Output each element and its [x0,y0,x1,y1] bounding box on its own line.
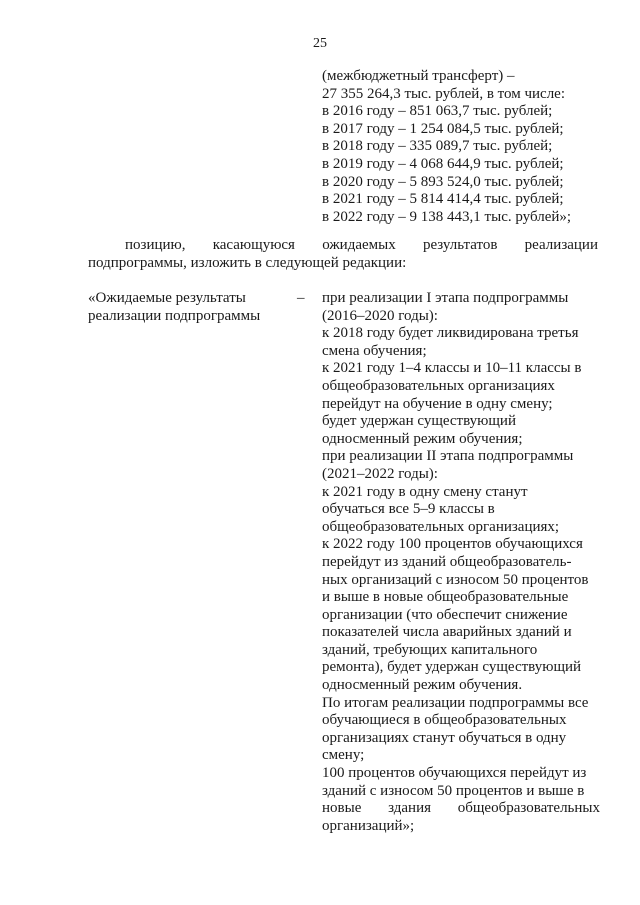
content-line: 100 процентов обучающихся перейдут из [322,765,587,782]
separator-dash: – [297,290,305,306]
budget-line: (межбюджетный трансферт) – [322,68,515,84]
content-line: смену; [322,747,365,764]
position-label-line: реализации подпрограммы [88,307,261,324]
intro-word: результатов [422,237,498,253]
content-line: обучающиеся в общеобразовательных [322,712,567,729]
budget-line: в 2017 году – 1 254 084,5 тыс. рублей; [322,120,564,137]
content-line: обучаться все 5–9 классы в [322,501,495,518]
page-number: 25 [313,36,327,51]
content-line: и выше в новые общеобразовательные [322,589,569,606]
intro-word: реализации [524,237,598,253]
content-line: перейдут на обучение в одну смену; [322,395,553,412]
budget-line: 27 355 264,3 тыс. рублей, в том числе: [322,85,566,102]
content-word: общеобразовательных [457,800,600,817]
position-label-line: «Ожидаемые результаты [88,290,246,306]
content-line: при реализации II этапа подпрограммы [322,448,574,465]
content-line: к 2021 году 1–4 классы и 10–11 классы в [322,360,582,377]
intro-word: позицию, [125,237,186,253]
content-word: новые [322,800,362,817]
budget-line: в 2018 году – 335 089,7 тыс. рублей; [322,138,553,155]
budget-line: в 2022 году – 9 138 443,1 тыс. рублей»; [322,208,572,225]
content-line: (2016–2020 годы): [322,307,438,324]
content-line: По итогам реализации подпрограммы все [322,694,589,711]
intro-word: ожидаемых [322,237,396,253]
budget-amounts-block [322,68,622,226]
content-line: ремонта), будет удержан существующий [322,659,582,676]
budget-line: в 2020 году – 5 893 524,0 тыс. рублей; [322,173,564,190]
content-line: ных организаций с износом 50 процентов [322,571,589,588]
content-line: к 2022 году 100 процентов обучающихся [322,536,583,553]
content-line: показателей числа аварийных зданий и [322,624,572,641]
content-line: организациях станут обучаться в одну [322,729,567,746]
intro-second-line: подпрограммы, изложить в следующей редакции: [88,254,407,271]
content-line: будет удержан существующий [322,413,516,430]
expected-results-text [322,290,600,835]
intro-word: касающуюся [212,237,295,253]
content-line: зданий, требующих капитального [322,641,538,658]
intro-first-line [88,237,598,255]
content-line: общеобразовательных организациях; [322,518,560,535]
content-line: односменный режим обучения; [322,430,523,447]
content-line: перейдут из зданий общеобразователь- [322,553,572,570]
intro-paragraph [88,237,598,272]
content-justified-line [322,800,600,818]
content-line: при реализации I этапа подпрограммы [322,290,569,306]
content-line: (2021–2022 годы): [322,465,438,482]
content-line: зданий с износом 50 процентов и выше в [322,782,585,799]
budget-line: в 2016 году – 851 063,7 тыс. рублей; [322,103,553,120]
content-line: организаций»; [322,817,415,834]
content-line: к 2018 году будет ликвидирована третья [322,325,579,342]
content-line: к 2021 году в одну смену станут [322,483,528,500]
content-line: общеобразовательных организациях [322,377,555,394]
content-line: смена обучения; [322,342,427,359]
content-word: здания [388,800,431,817]
budget-line: в 2019 году – 4 068 644,9 тыс. рублей; [322,155,564,172]
content-line: организации (что обеспечит снижение [322,606,568,623]
content-line: односменный режим обучения. [322,677,523,694]
position-label [88,290,288,325]
budget-line: в 2021 году – 5 814 414,4 тыс. рублей; [322,191,564,208]
